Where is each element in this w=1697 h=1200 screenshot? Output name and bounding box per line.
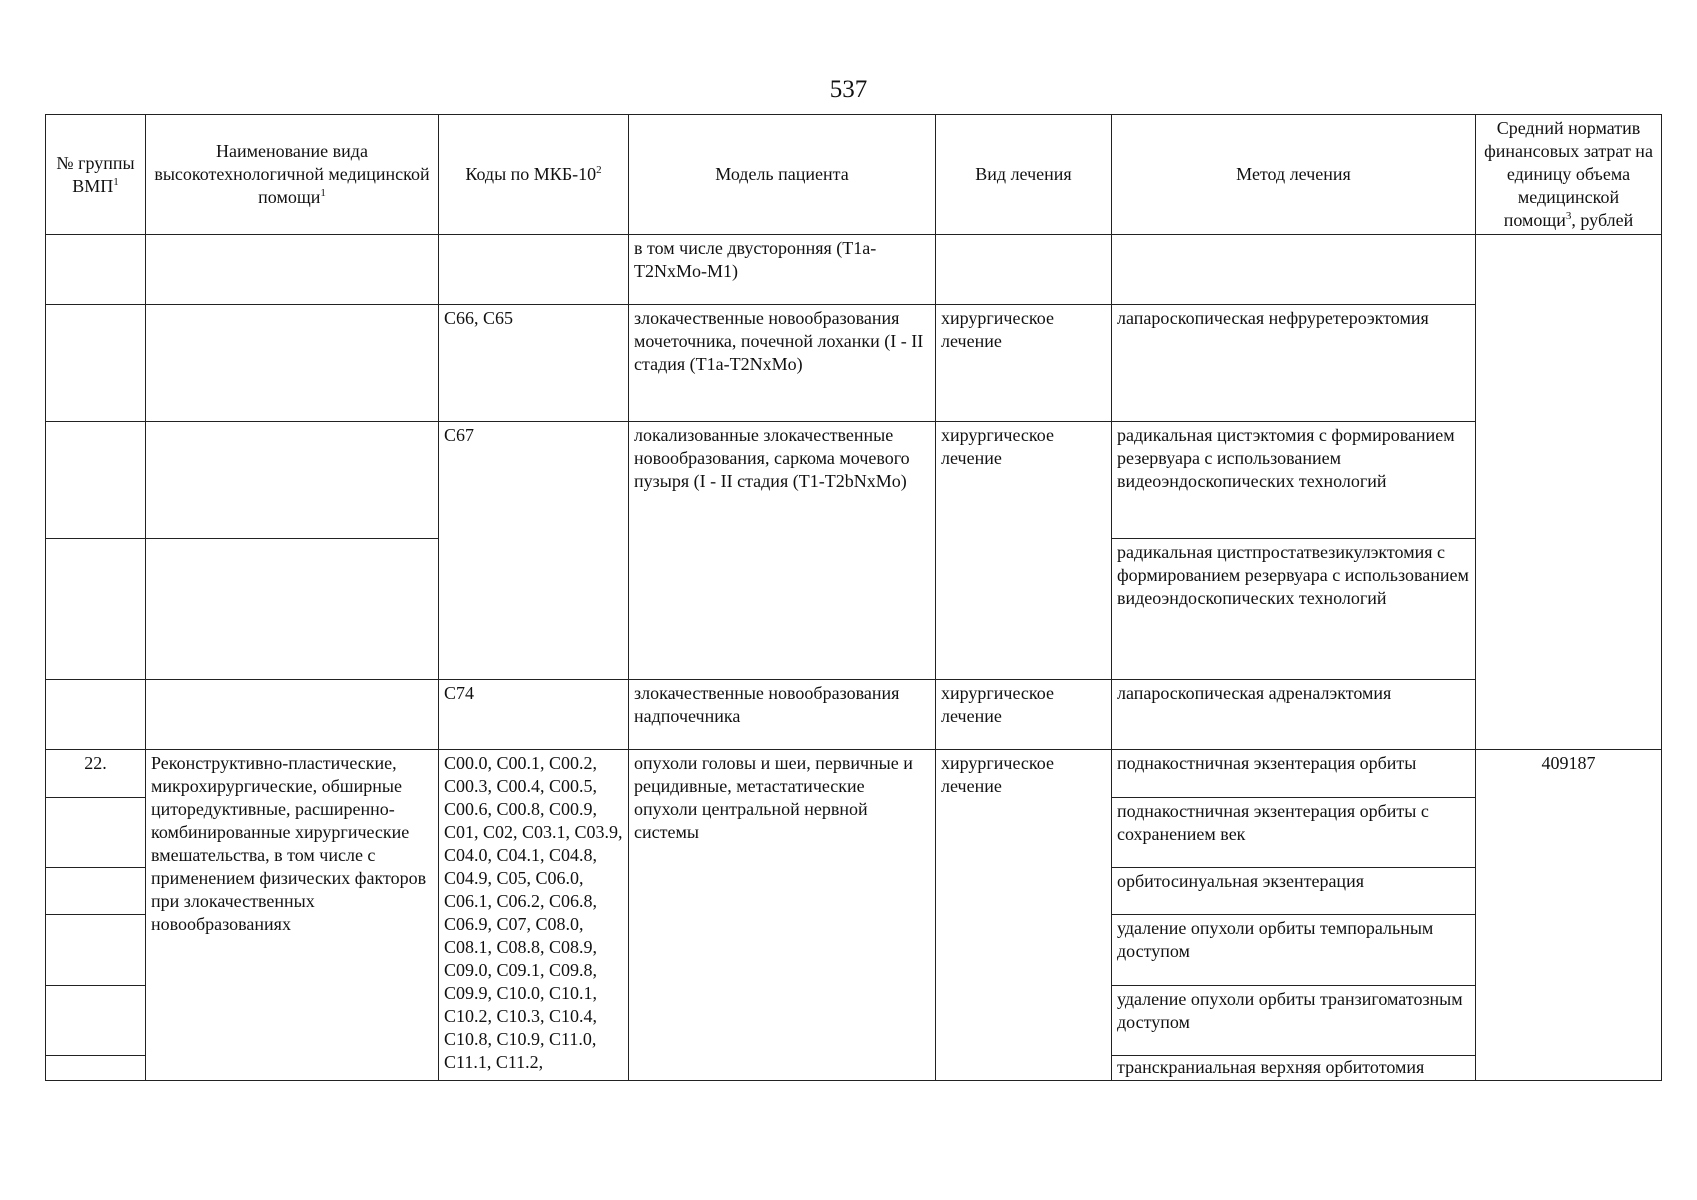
table-row [46,750,1662,798]
cell-group [46,539,146,680]
cell-model: в том числе двусторонняя (T1a-T2NxMo-M1) [629,235,936,305]
cell-name [146,422,439,539]
table-row [46,305,1662,422]
table-row [46,680,1662,750]
cell-codes: C67 [439,422,629,680]
cell-method: лапароскопическая адреналэктомия [1112,680,1476,750]
cell-method: радикальная цистэктомия с формированием резервуара с использованием видеоэндоскопических технологий [1112,422,1476,539]
cell-group [46,235,146,305]
cell-method: лапароскопическая нефруретероэктомия [1112,305,1476,422]
cell-group [46,868,146,915]
header-codes: Коды по МКБ-$10^2$ [439,115,629,235]
header-model: Модель пациента [629,115,936,235]
cell-name [146,539,439,680]
cell-group [46,305,146,422]
cell-method: удаление опухоли орбиты темпоральным доступом [1112,915,1476,986]
cell-treatment [936,235,1112,305]
cell-group [46,1056,146,1081]
cell-name: Реконструктивно-пластические, микрохирургические, обширные циторедуктивные, расширенно-комбинированные хирургические вмешательства, в том числе с применением физических факторов при злокачественных новообразованиях [146,750,439,1081]
cell-method: поднакостничная экзентерация орбиты [1112,750,1476,798]
cell-treatment: хирургическое лечение [936,680,1112,750]
cell-codes [439,235,629,305]
cell-method [1112,235,1476,305]
header-name: Наименование вида высокотехнологичной медицинской помощи$^1$ [146,115,439,235]
cell-method: радикальная цистпростатвезикулэктомия с формированием резервуара с использованием видеоэндоскопических технологий [1112,539,1476,680]
cell-model: злокачественные новообразования мочеточника, почечной лоханки (I - II стадия (T1a-T2NxMo) [629,305,936,422]
cell-model: злокачественные новообразования надпочечника [629,680,936,750]
cell-method: удаление опухоли орбиты транзигоматозным доступом [1112,986,1476,1056]
cell-treatment: хирургическое лечение [936,422,1112,680]
cell-model: опухоли головы и шеи, первичные и рецидивные, метастатические опухоли центральной нервной системы [629,750,936,1081]
cell-treatment: хирургическое лечение [936,750,1112,1081]
cell-group [46,915,146,986]
cell-codes: C00.0, C00.1, C00.2, C00.3, C00.4, C00.5, C00.6, C00.8, C00.9, C01, C02, C03.1, C03.9, C04.0, C04.1, C04.8, C04.9, C05, C06.0, C06.1, C06.2, C06.8, C06.9, C07, C08.0, C08.1, C08.8, C08.9, C09.0, C09.1, C09.8, C09.9, C10.0, C10.1, C10.2, C10.3, C10.4, C10.8, C10.9, C11.0, C11.1, C11.2, [439,750,629,1081]
cell-method: транскраниальная верхняя орбитотомия [1112,1056,1476,1081]
cell-cost: 409187 [1476,750,1662,1081]
cell-treatment: хирургическое лечение [936,305,1112,422]
cell-group [46,680,146,750]
cell-group: 22. [46,750,146,798]
cell-method: орбитосинуальная экзентерация [1112,868,1476,915]
cell-name [146,305,439,422]
cell-codes: C66, C65 [439,305,629,422]
cell-group [46,986,146,1056]
cell-model: локализованные злокачественные новообразования, саркома мочевого пузыря (I - II стадия (T1-T2bNxMo) [629,422,936,680]
header-treatment: Вид лечения [936,115,1112,235]
cell-method: поднакостничная экзентерация орбиты с сохранением век [1112,798,1476,868]
header-row [46,115,1662,235]
cell-name [146,235,439,305]
header-cost: Средний норматив финансовых затрат на единицу объема медицинской помощи$^3$, рублей [1476,115,1662,235]
cell-name [146,680,439,750]
cell-group [46,422,146,539]
cell-codes: C74 [439,680,629,750]
header-group: № группы ВМП$^1$ [46,115,146,235]
header-method: Метод лечения [1112,115,1476,235]
cell-cost [1476,235,1662,750]
table-row [46,235,1662,305]
cell-group [46,798,146,868]
vmp-table [45,114,1662,1081]
page-number: 537 [829,76,868,103]
table-row [46,422,1662,539]
